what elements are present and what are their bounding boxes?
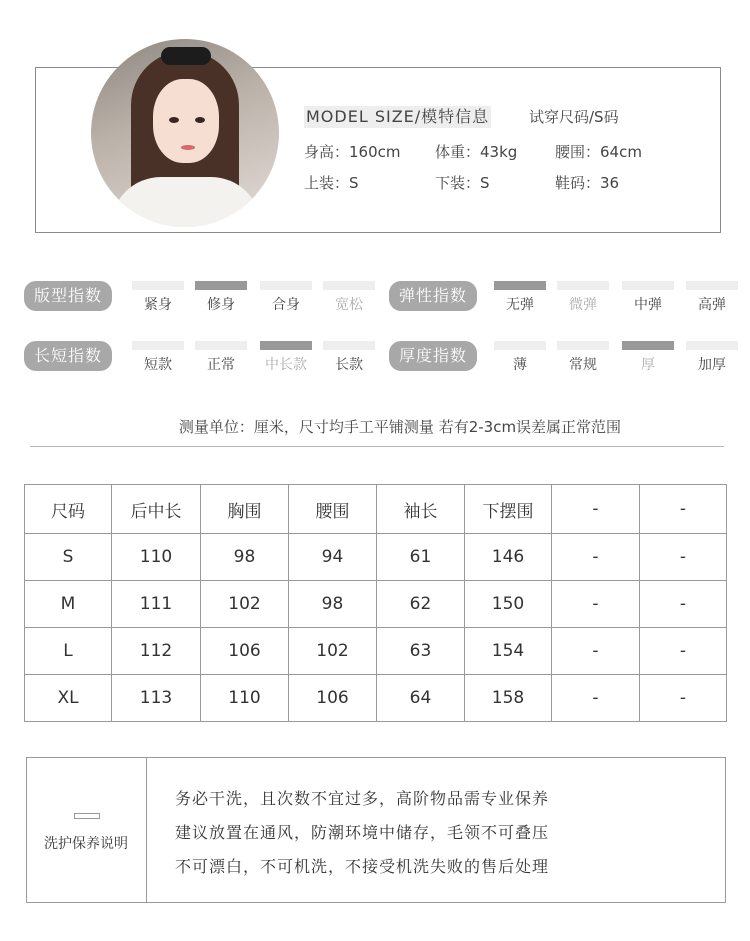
table-cell: 110	[112, 534, 201, 581]
length-option-1: 正常	[195, 341, 247, 374]
length-option-3: 长款	[323, 341, 375, 374]
model-height: 身高：160cm	[304, 143, 401, 161]
table-header-cell: -	[552, 485, 640, 534]
table-cell: 112	[112, 628, 201, 675]
model-waist: 腰围：64cm	[555, 143, 642, 161]
table-cell: 94	[289, 534, 377, 581]
table-header-cell: -	[640, 485, 727, 534]
model-shoe-size: 鞋码：36	[555, 174, 620, 192]
elasticity-option-3: 高弹	[686, 281, 738, 314]
model-weight: 体重：43kg	[435, 143, 518, 161]
fit-option-1: 修身	[195, 281, 247, 314]
table-cell: -	[552, 581, 640, 628]
elasticity-index-label: 弹性指数	[389, 281, 477, 311]
fit-option-0: 紧身	[132, 281, 184, 314]
table-cell: S	[25, 534, 112, 581]
elasticity-option-1: 微弹	[557, 281, 609, 314]
table-cell: 62	[377, 581, 465, 628]
table-cell: 110	[201, 675, 289, 722]
table-cell: 102	[289, 628, 377, 675]
table-header-cell: 腰围	[289, 485, 377, 534]
table-cell: -	[640, 675, 727, 722]
table-header-cell: 尺码	[25, 485, 112, 534]
table-cell: 64	[377, 675, 465, 722]
table-cell: 113	[112, 675, 201, 722]
thickness-option-1: 常规	[557, 341, 609, 374]
model-size-heading: MODEL SIZE/模特信息	[306, 107, 490, 126]
care-title: 洗护保养说明	[44, 836, 128, 852]
model-photo	[91, 39, 279, 227]
table-cell: L	[25, 628, 112, 675]
table-header-cell: 下摆围	[465, 485, 552, 534]
table-header-row	[25, 485, 727, 534]
table-cell: -	[640, 581, 727, 628]
table-row	[25, 581, 727, 628]
divider	[30, 446, 724, 447]
table-cell: M	[25, 581, 112, 628]
table-cell: 158	[465, 675, 552, 722]
elasticity-option-2: 中弹	[622, 281, 674, 314]
care-line-2: 建议放置在通风，防潮环境中储存，毛领不可叠压	[175, 823, 550, 842]
table-cell: -	[640, 628, 727, 675]
size-table	[24, 484, 727, 722]
length-option-2: 中长款	[260, 341, 312, 374]
table-cell: 106	[201, 628, 289, 675]
fit-option-3: 宽松	[323, 281, 375, 314]
thickness-index-label: 厚度指数	[389, 341, 477, 371]
table-header-cell: 袖长	[377, 485, 465, 534]
model-top-size: 上装：S	[304, 174, 359, 192]
elasticity-option-0: 无弹	[494, 281, 546, 314]
table-cell: 61	[377, 534, 465, 581]
table-cell: 98	[289, 581, 377, 628]
table-cell: -	[552, 675, 640, 722]
care-instructions-box	[26, 757, 726, 903]
model-bottom-size: 下装：S	[435, 174, 490, 192]
table-row	[25, 628, 727, 675]
table-row	[25, 534, 727, 581]
table-cell: 154	[465, 628, 552, 675]
thickness-option-3: 加厚	[686, 341, 738, 374]
care-dash-icon	[74, 813, 100, 819]
fit-option-2: 合身	[260, 281, 312, 314]
table-cell: XL	[25, 675, 112, 722]
table-cell: 146	[465, 534, 552, 581]
table-cell: 63	[377, 628, 465, 675]
table-header-cell: 后中长	[112, 485, 201, 534]
table-row	[25, 675, 727, 722]
length-option-0: 短款	[132, 341, 184, 374]
length-index-label: 长短指数	[24, 341, 112, 371]
thickness-option-0: 薄	[494, 341, 546, 374]
table-cell: -	[552, 628, 640, 675]
table-header-cell: 胸围	[201, 485, 289, 534]
measurement-note: 测量单位：厘米，尺寸均手工平铺测量 若有2-3cm误差属正常范围	[178, 418, 622, 436]
table-cell: -	[640, 534, 727, 581]
table-cell: 106	[289, 675, 377, 722]
table-cell: 98	[201, 534, 289, 581]
care-line-3: 不可漂白，不可机洗，不接受机洗失败的售后处理	[175, 857, 550, 876]
model-info-card	[35, 67, 721, 233]
table-cell: 102	[201, 581, 289, 628]
table-cell: 111	[112, 581, 201, 628]
table-cell: -	[552, 534, 640, 581]
try-on-size: 试穿尺码/S码	[529, 108, 619, 126]
care-line-1: 务必干洗，且次数不宜过多，高阶物品需专业保养	[175, 789, 550, 808]
fit-index-label: 版型指数	[24, 281, 112, 311]
thickness-option-2: 厚	[622, 341, 674, 374]
care-title-panel	[27, 758, 147, 902]
table-cell: 150	[465, 581, 552, 628]
